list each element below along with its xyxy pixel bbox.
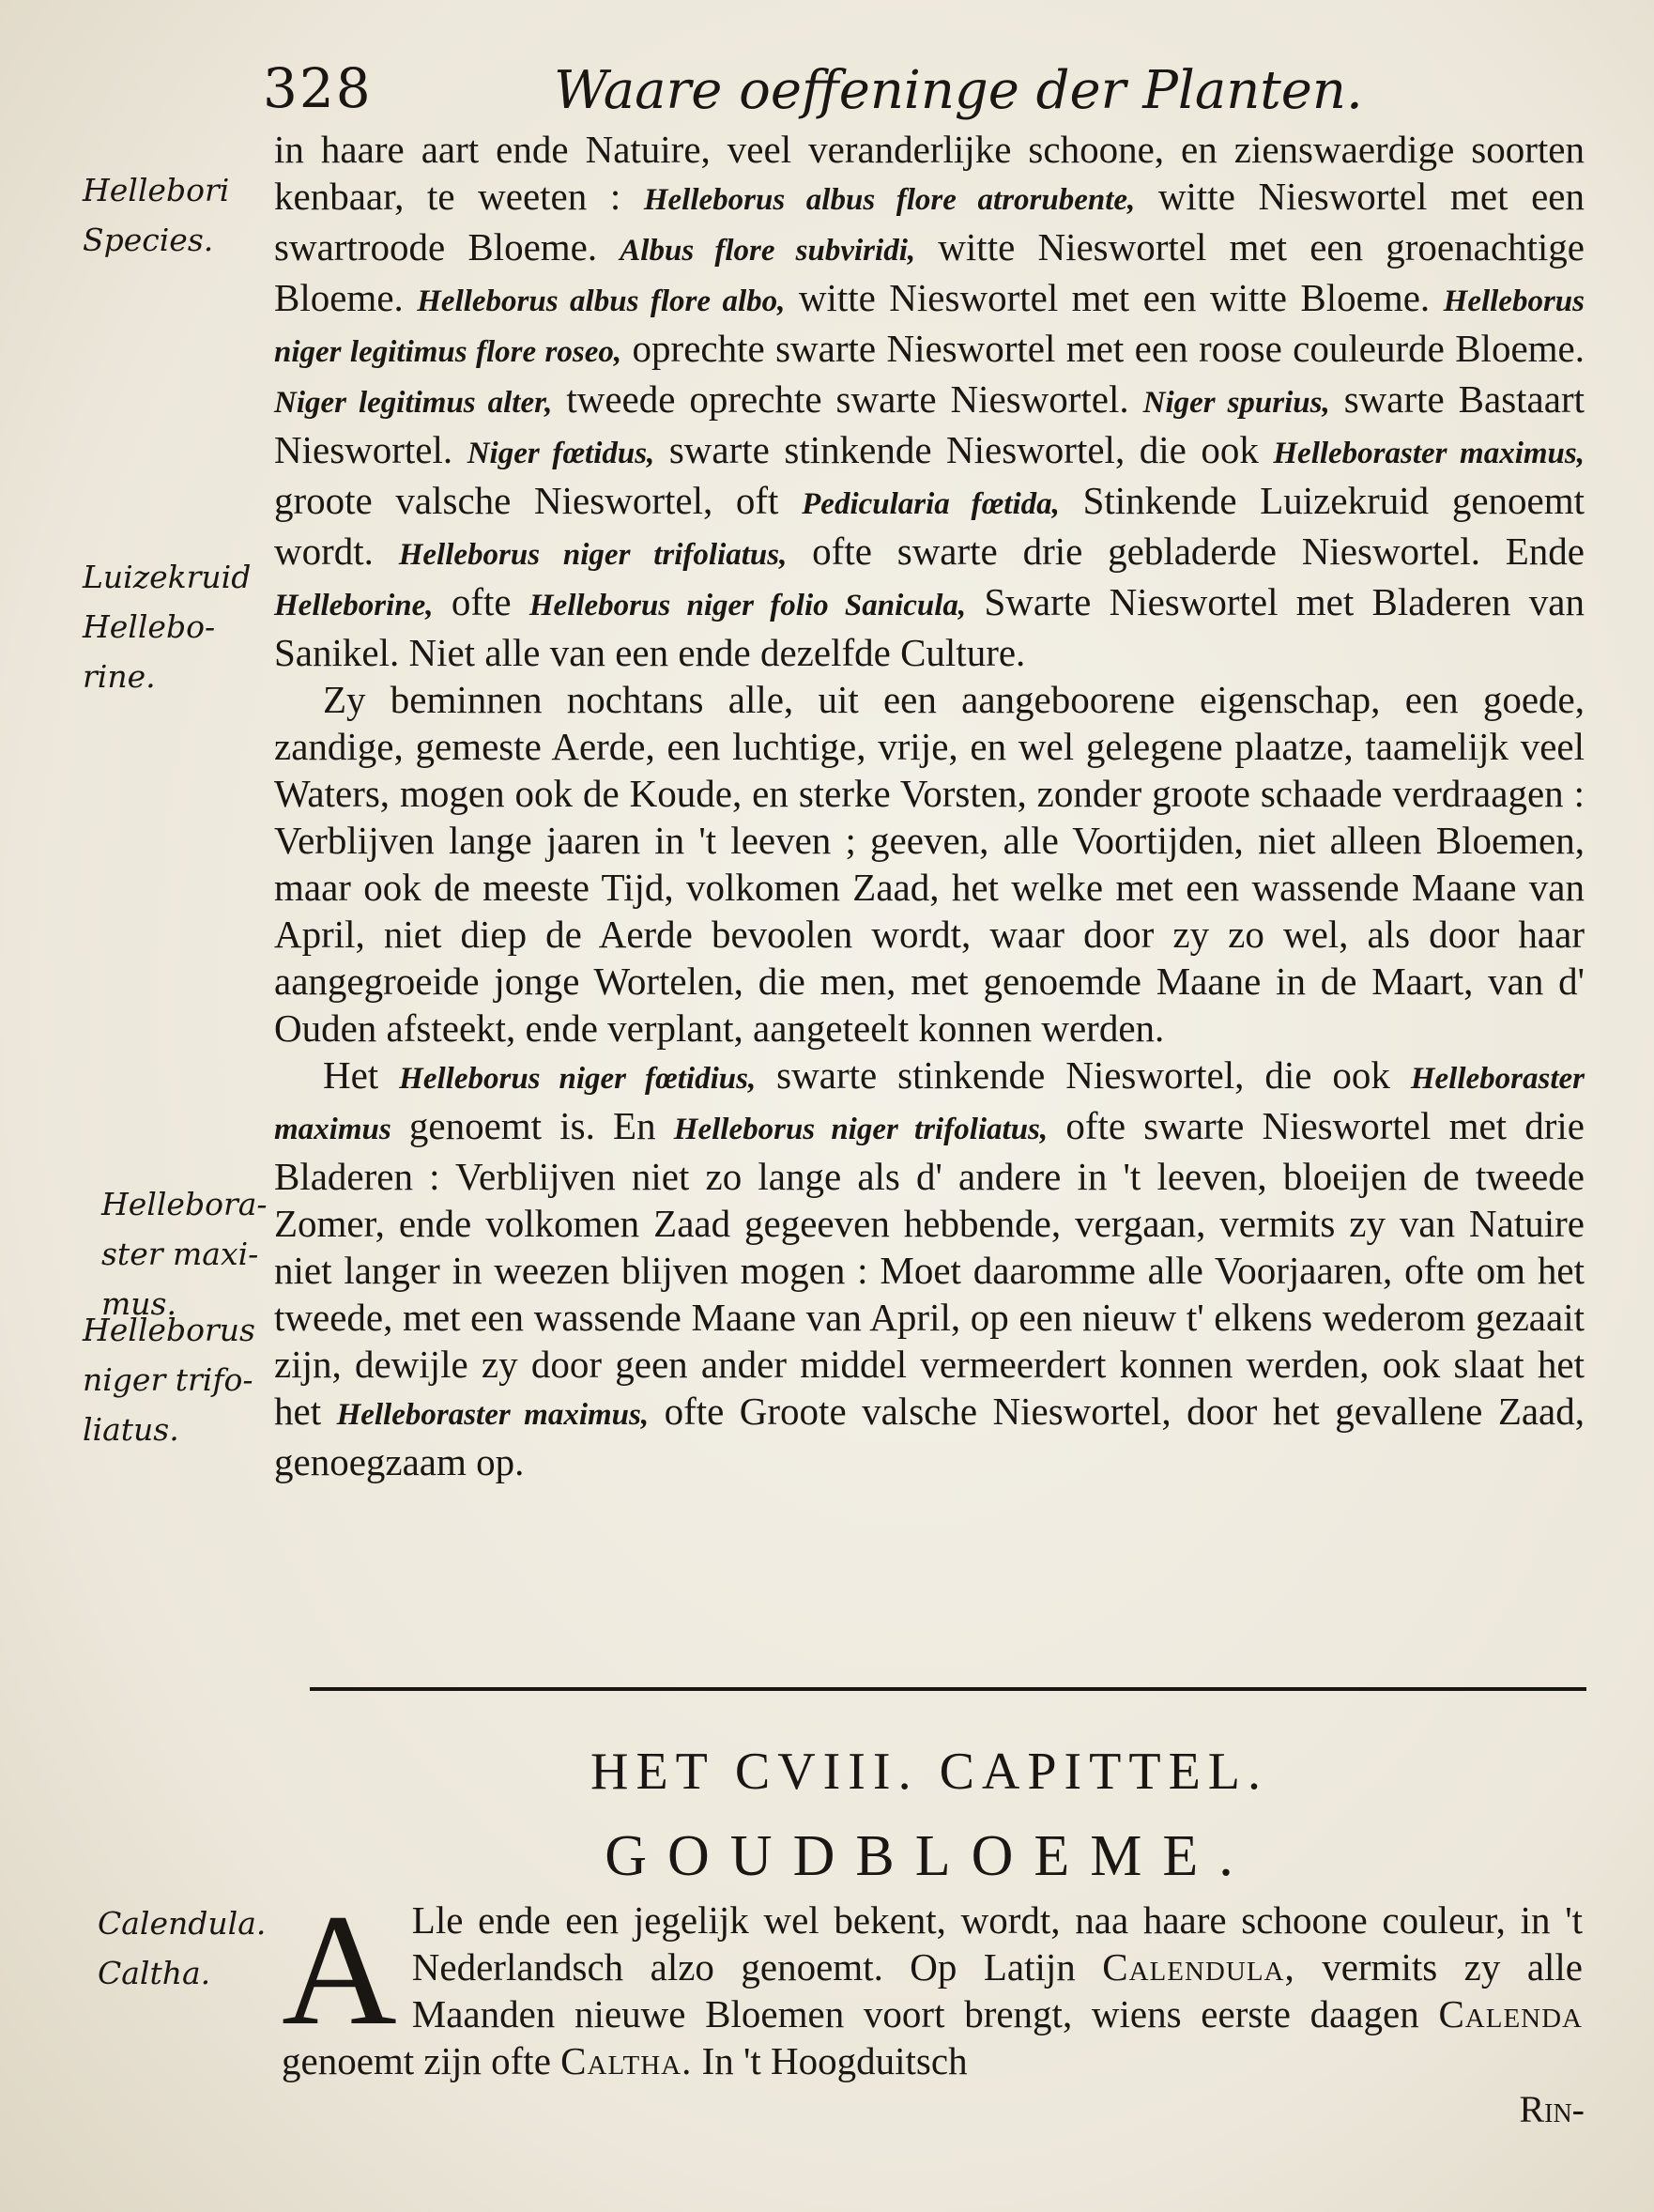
text-run: witte Nieswortel met een witte Bloeme. xyxy=(785,276,1444,319)
section-divider xyxy=(310,1687,1586,1691)
page-number: 328 xyxy=(263,56,373,120)
text-run: witte Nieswortel met een groenachtige Bloeme. xyxy=(274,225,1585,319)
margin-note: Hellebora- ster maxi- mus. xyxy=(101,1186,268,1322)
latin-name: Helleboraster maximus, xyxy=(1273,437,1585,470)
latin-name: Helleborus niger legitimus flore roseo, xyxy=(274,284,1585,369)
text-run: ofte swarte Nieswortel met drie Bladeren : Verblijven niet zo lange als d' andere in 't leeven, bloeijen de tweede Zomer, ende volkomen Zaad gegeeven hebbende, vergaan, vermits zy van Natuire niet langer in weezen blijven mogen : Moet daaromme alle Voorjaaren, ofte om het tweede, met een wassende Maane van April, op een nieuw t' elkens wederom gezaait zijn, dewijle zy door geen ander middel vermeerdert konnen werden, ook slaat het het xyxy=(274,1104,1585,1433)
text-run: Swarte Nieswortel met Bladeren van Sanikel. Niet alle van een ende dezelfde Culture. xyxy=(274,580,1585,674)
text-run: genoemt is. En xyxy=(391,1104,674,1147)
small-caps-name: Calenda xyxy=(1438,1992,1583,2035)
latin-name: Helleborine, xyxy=(274,589,434,622)
text-run: vermits zy alle Maanden nieuwe Bloemen voort brengt, wiens eerste daagen xyxy=(411,1945,1583,2035)
latin-name: Pedicularia fœtida, xyxy=(802,487,1060,521)
main-text xyxy=(274,126,1585,1485)
small-caps-name: Calendula, xyxy=(1102,1945,1295,1989)
text-run: groote valsche Nieswortel, oft xyxy=(274,479,803,522)
text-run: ofte swarte drie gebladerde Nieswortel. Ende xyxy=(787,530,1585,573)
margin-note: Hellebori Species. xyxy=(83,172,230,258)
margin-note: Calendula. Caltha. xyxy=(98,1905,267,1991)
text-run: ofte Groote valsche Nieswortel, door het gevallene Zaad, genoegzaam op. xyxy=(274,1390,1585,1483)
latin-name: Helleborus niger trifoliatus, xyxy=(398,538,788,572)
latin-name: Helleboraster maximus xyxy=(274,1062,1585,1146)
text-run: Het xyxy=(323,1053,400,1097)
chapter-title: GOUDBLOEME. xyxy=(605,1824,1254,1888)
chapter-heading: HET CVIII. CAPITTEL. xyxy=(590,1743,1268,1801)
text-run: ofte xyxy=(433,580,529,623)
paragraph xyxy=(274,126,1585,676)
text-run: Zy beminnen nochtans alle, uit een aangeboorene eigenschap, een goede, zandige, gemeste Aerde, een luchtige, vrije, en wel gelegene plaatze, taamelijk veel Waters, mogen ook de Koude, en sterke Vorsten, zonder groote schaade verdraagen : Verblijven lange jaaren in 't leeven ; geeven, alle Voortijden, niet alleen Bloemen, maar ook de meeste Tijd, volkomen Zaad, het welke met een wassende Maane van April, niet diep de Aerde bevoolen wordt, waar door zy zo wel, als door haar aangegroeide jonge Wortelen, die men, met genoemde Maane in de Maart, van d' Ouden afsteekt, ende verplant, aangeteelt konnen werden. xyxy=(274,678,1585,1050)
paragraph xyxy=(274,1052,1585,1485)
text-run: witte Nieswortel met een swartroode Bloeme. xyxy=(274,175,1585,269)
text-run: tweede oprechte swarte Nieswortel. xyxy=(552,377,1143,421)
latin-name: Helleborus niger folio Sanicula, xyxy=(528,589,967,622)
latin-name: Helleborus niger trifoliatus, xyxy=(673,1113,1049,1146)
text-run: swarte Bastaart Nieswortel. xyxy=(274,377,1585,471)
latin-name: Helleborus albus flore albo, xyxy=(417,284,786,318)
running-title: Waare oeffeninge der Planten. xyxy=(554,60,1363,121)
latin-name: Albus flore subviridi, xyxy=(620,234,916,268)
latin-name: Niger fœtidus, xyxy=(467,437,655,470)
drop-cap: A xyxy=(282,1882,397,2058)
latin-name: Helleborus niger fœtidius, xyxy=(399,1062,757,1096)
small-caps-name: Caltha. xyxy=(560,2039,693,2082)
latin-name: Niger spurius, xyxy=(1142,386,1330,420)
text-run: genoemt zijn ofte xyxy=(282,2039,561,2082)
paragraph xyxy=(282,1882,1583,2082)
chapter-text xyxy=(282,1882,1583,2084)
text-run: swarte stinkende Nieswortel, die ook xyxy=(756,1053,1411,1097)
catchword: Rin- xyxy=(1519,2088,1585,2130)
text-run: Lle ende een jegelijk wel bekent, wordt, naa haare schoone couleur, in 't Nederlandsch alzo genoemt. Op Latijn xyxy=(411,1898,1583,1989)
paragraph xyxy=(274,676,1585,1052)
text-run: oprechte swarte Nieswortel met een roose couleurde Bloeme. xyxy=(621,327,1585,370)
text-run: swarte stinkende Nieswortel, die ook xyxy=(654,428,1274,471)
text-run: In 't Hoogduitsch xyxy=(692,2039,968,2082)
latin-name: Niger legitimus alter, xyxy=(274,386,553,420)
page-header xyxy=(253,56,1568,131)
margin-note: Luizekruid Hellebo- rine. xyxy=(83,559,252,695)
text-run: Stinkende Luizekruid genoemt wordt. xyxy=(274,479,1585,573)
text-run: in haare aart ende Natuire, veel veranderlijke schoone, en zienswaerdige soorten kenbaar, te weeten : xyxy=(274,128,1585,218)
margin-note: Helleborus niger trifo- liatus. xyxy=(83,1312,255,1448)
latin-name: Helleboraster maximus, xyxy=(336,1398,650,1432)
latin-name: Helleborus albus flore atrorubente, xyxy=(643,183,1136,217)
